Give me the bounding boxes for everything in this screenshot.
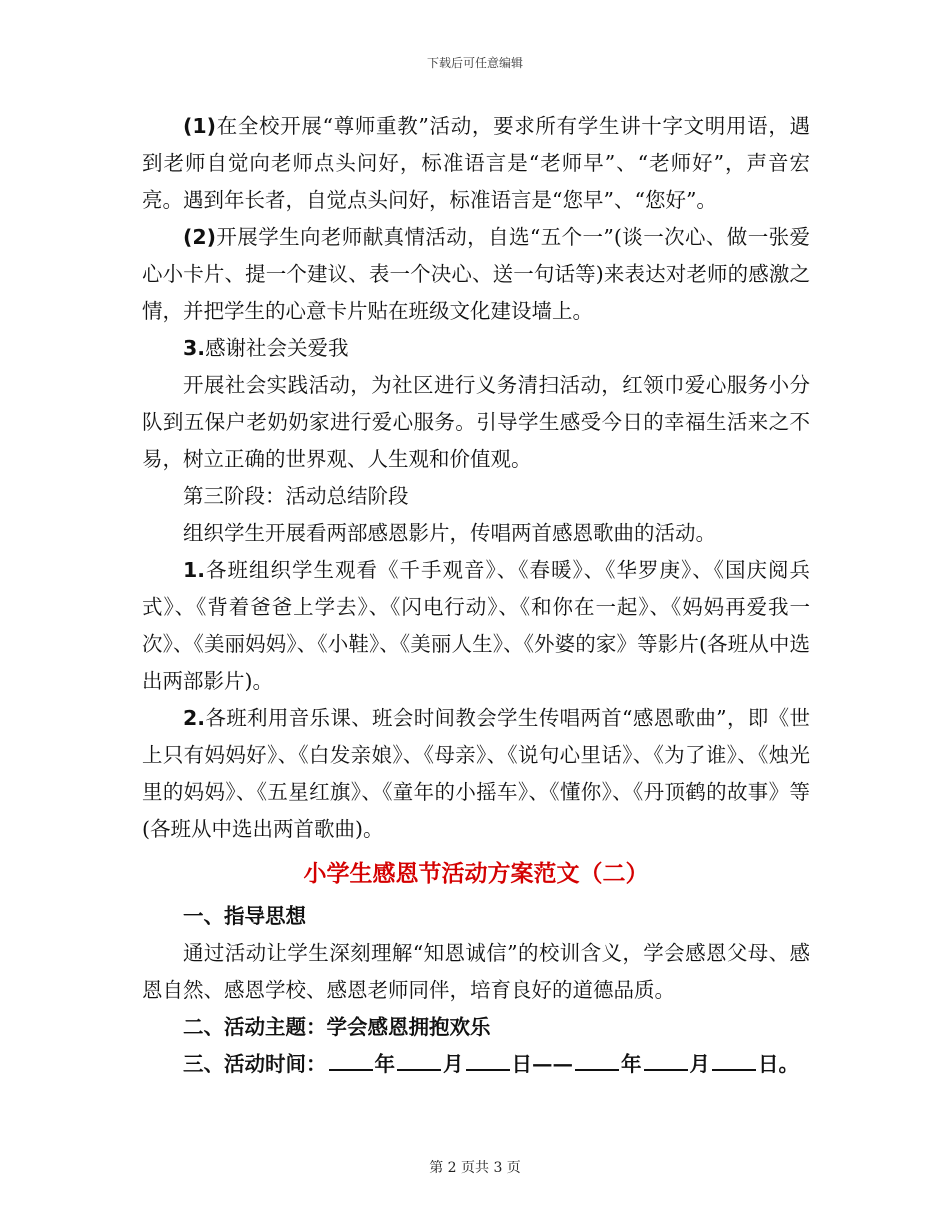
year-label: 年 xyxy=(374,1052,395,1076)
day-label: 日—— xyxy=(511,1052,573,1076)
day-label: 日。 xyxy=(758,1052,799,1076)
paragraph-5: 第三阶段：活动总结阶段 xyxy=(183,484,409,508)
heading-activity-time xyxy=(142,1046,810,1083)
paragraph-7 xyxy=(142,552,810,700)
heading-guiding-thought: 一、指导思想 xyxy=(183,904,306,928)
paragraph-text: 感谢社会关爱我 xyxy=(205,336,349,360)
year-label: 年 xyxy=(621,1052,642,1076)
document-body xyxy=(142,108,810,1083)
paragraph-4: 开展社会实践活动，为社区进行义务清扫活动，红领巾爱心服务小分队到五保户老奶奶家进行爱心服务。引导学生感受今日的幸福生活来之不易，树立正确的世界观、人生观和价值观。 xyxy=(142,373,810,471)
item-number: 1. xyxy=(183,558,206,582)
paragraph-text: 各班利用音乐课、班会时间教会学生传唱两首“感恩歌曲”，即《世上只有妈妈好》、《白发亲娘》、《母亲》、《说句心里话》、《为了谁》、《烛光里的妈妈》、《五星红旗》、《童年的小摇车》、《懂你》、《丹顶鹤的故事》等(各班从中选出两首歌曲)。 xyxy=(142,706,810,841)
paragraph-6: 组织学生开展看两部感恩影片，传唱两首感恩歌曲的活动。 xyxy=(183,521,716,545)
item-number: (1) xyxy=(183,114,217,138)
item-number: 3. xyxy=(183,336,206,360)
blank-line xyxy=(397,1047,441,1071)
paragraph-2 xyxy=(142,219,810,330)
paragraph-8 xyxy=(142,700,810,848)
page-footer: 第 2 页共 3 页 xyxy=(429,1160,521,1176)
blank-line xyxy=(644,1047,688,1071)
blank-line xyxy=(466,1047,510,1071)
item-number: (2) xyxy=(183,225,217,249)
paragraph-guiding-thought: 通过活动让学生深刻理解“知恩诚信”的校训含义，学会感恩父母、感恩自然、感恩学校、感恩老师同伴，培育良好的道德品质。 xyxy=(142,941,810,1002)
item-number: 2. xyxy=(183,706,206,730)
paragraph-1 xyxy=(142,108,810,219)
heading-activity-theme: 二、活动主题：学会感恩拥抱欢乐 xyxy=(183,1015,491,1039)
paragraph-text: 各班组织学生观看《千手观音》、《春暖》、《华罗庚》、《国庆阅兵式》、《背着爸爸上学去》、《闪电行动》、《和你在一起》、《妈妈再爱我一次》、《美丽妈妈》、《小鞋》、《美丽人生》、《外婆的家》等影片(各班从中选出两部影片)。 xyxy=(142,558,810,693)
blank-line xyxy=(329,1047,373,1071)
paragraph-text: 在全校开展“尊师重教”活动，要求所有学生讲十字文明用语，遇到老师自觉向老师点头问好，标准语言是“老师早”、“老师好”，声音宏亮。遇到年长者，自觉点头问好，标准语言是“您早”、“您好”。 xyxy=(142,114,810,212)
blank-line xyxy=(575,1047,619,1071)
activity-time-label: 三、活动时间： xyxy=(183,1052,327,1076)
blank-line xyxy=(712,1047,756,1071)
paragraph-3 xyxy=(142,330,810,367)
section-title: 小学生感恩节活动方案范文（二） xyxy=(303,860,649,887)
paragraph-text: 开展学生向老师献真情活动，自选“五个一”(谈一次心、做一张爱心小卡片、提一个建议、表一个决心、送一句话等)来表达对老师的感激之情，并把学生的心意卡片贴在班级文化建设墙上。 xyxy=(142,225,810,323)
month-label: 月 xyxy=(443,1052,464,1076)
page-header: 下载后可任意编辑 xyxy=(426,56,523,70)
month-label: 月 xyxy=(689,1052,710,1076)
